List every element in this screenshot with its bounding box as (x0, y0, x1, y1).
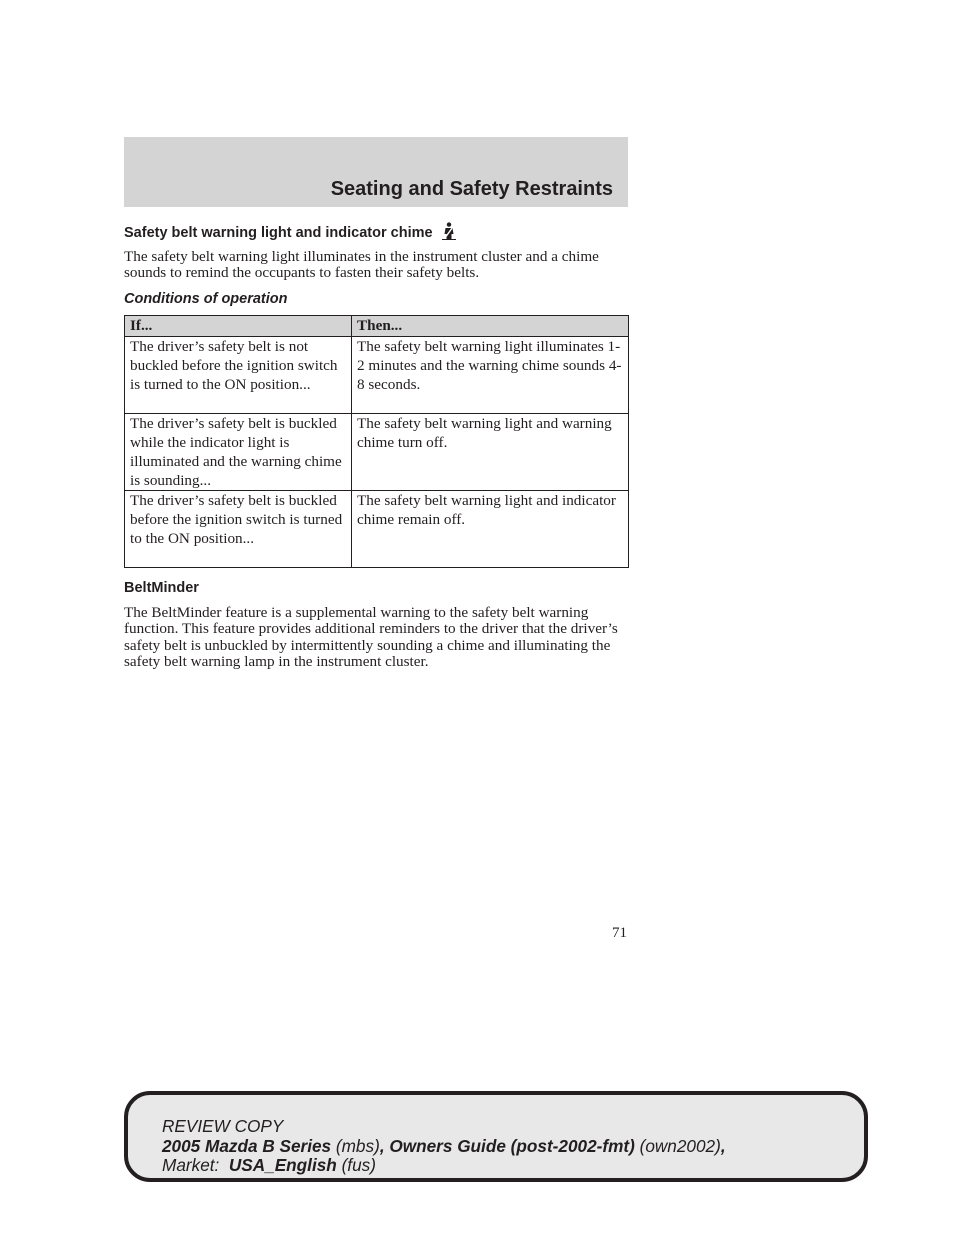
section-title: Seating and Safety Restraints (330, 178, 613, 200)
column-header-if: If... (125, 316, 352, 337)
market-code: (fus) (341, 1155, 376, 1175)
model-code: (mbs) (335, 1135, 380, 1156)
table-cell-if: The driver’s safety belt is not buckled before the ignition switch is turned to the ON position... (125, 337, 352, 414)
separator: , (720, 1135, 726, 1156)
beltminder-heading: BeltMinder (124, 580, 199, 596)
table-row (125, 414, 629, 491)
separator: , (379, 1135, 385, 1156)
review-copy-footer-text (162, 1117, 726, 1176)
section-header-band (124, 137, 628, 207)
guide-code: (own2002) (639, 1135, 721, 1156)
review-copy-label: REVIEW COPY (162, 1116, 284, 1136)
seatbelt-person-icon (441, 222, 457, 244)
conditions-heading: Conditions of operation (124, 291, 288, 307)
table-cell-then: The safety belt warning light illuminates 1-2 minutes and the warning chime sounds 4-8 seconds. (352, 337, 629, 414)
conditions-table (124, 315, 629, 568)
table-cell-if: The driver’s safety belt is buckled while the indicator light is illuminated and the warning chime is sounding... (125, 414, 352, 491)
table-header-row (125, 316, 629, 337)
table-cell-if: The driver’s safety belt is buckled before the ignition switch is turned to the ON position... (125, 491, 352, 568)
table-row (125, 337, 629, 414)
page-number: 71 (612, 925, 627, 941)
document-id-line (162, 1137, 726, 1157)
market-name: USA_English (228, 1155, 337, 1175)
safety-belt-warning-paragraph: The safety belt warning light illuminates in the instrument cluster and a chime sounds to remind the occupants to fasten their safety belts. (124, 248, 599, 282)
safety-belt-warning-heading-text: Safety belt warning light and indicator chime (124, 225, 433, 241)
market-line (162, 1156, 726, 1176)
guide-name: Owners Guide (post-2002-fmt) (389, 1135, 635, 1156)
column-header-then: Then... (352, 316, 629, 337)
market-label: Market: (162, 1155, 220, 1175)
safety-belt-warning-heading (124, 222, 457, 244)
table-cell-then: The safety belt warning light and warning chime turn off. (352, 414, 629, 491)
model-name: 2005 Mazda B Series (162, 1135, 332, 1156)
table-cell-then: The safety belt warning light and indicator chime remain off. (352, 491, 629, 568)
beltminder-paragraph: The BeltMinder feature is a supplemental warning to the safety belt warning function. This feature provides additional reminders to the driver that the driver’s safety belt is unbuckled by intermittently sounding a chime and illuminating the safety belt warning lamp in the instrument cluster. (124, 604, 618, 670)
table-row (125, 491, 629, 568)
